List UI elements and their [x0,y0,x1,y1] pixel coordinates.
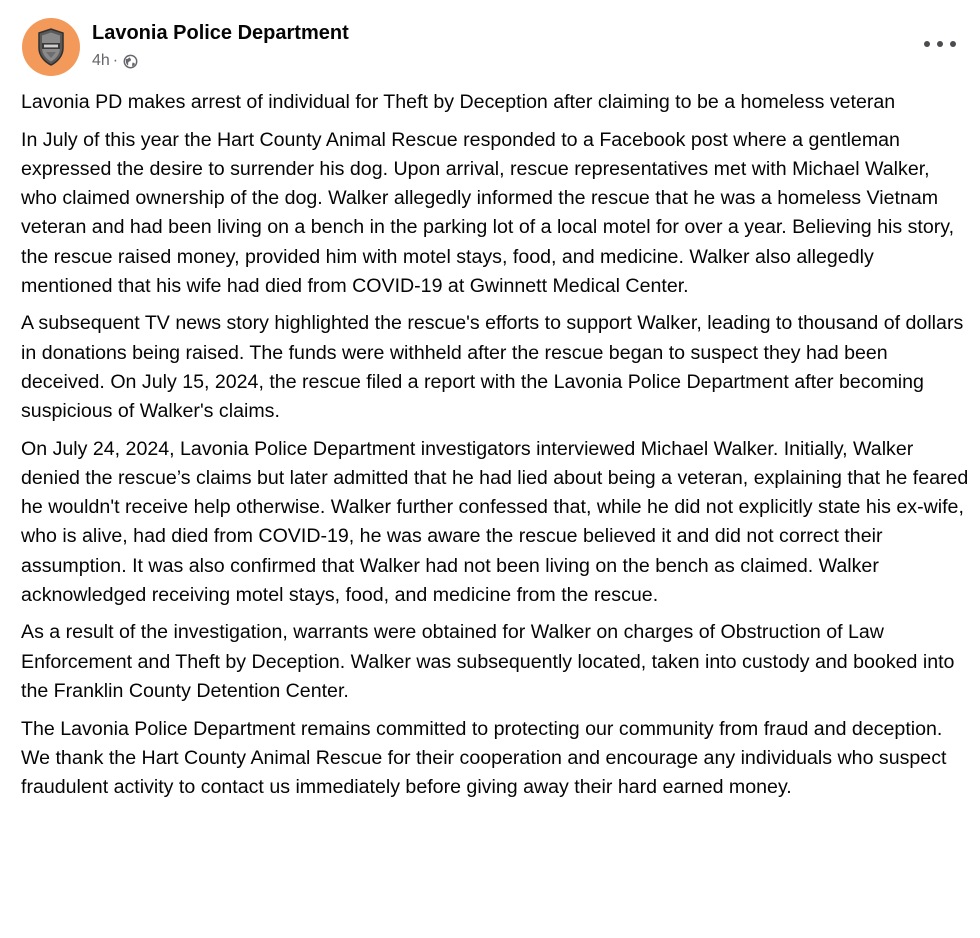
page-name[interactable]: Lavonia Police Department [92,22,349,44]
post-paragraph: In July of this year the Hart County Animal Rescue responded to a Facebook post where a gentleman expressed the desire to surrender his dog. Upon arrival, rescue representatives met with Michael Walker, who claimed ownership of the dog. Walker allegedly informed the rescue that he was a homeless Vietnam veteran and had been living on a bench in the parking lot of a local motel for over a year. Believing his story, the rescue raised money, provided him with motel stays, food, and medicine. Walker also allegedly mentioned that his wife had died from COVID-19 at Gwinnett Medical Center. [21,128,955,297]
more-options-button[interactable] [922,34,958,54]
post-paragraph: The Lavonia Police Department remains committed to protecting our community from fraud and deception. We thank the Hart County Animal Rescue for their cooperation and encourage any individuals who suspect fraudulent activity to contact us immediately before giving away their hard earned money. [21,717,947,798]
post-paragraph: On July 24, 2024, Lavonia Police Department investigators interviewed Michael Walker. Initially, Walker denied the rescue’s claims but later admitted that he had lied about being a veteran, explaining that he feared he wouldn't receive help otherwise. Walker further confessed that, while he did not explicitly state his ex-wife, who is alive, had died from COVID-19, he was aware the rescue believed it and did not correct their assumption. It was also confirmed that Walker had not been living on the bench as claimed. Walker acknowledged receiving motel stays, food, and medicine from the rescue. [21,437,969,606]
post-body [21,88,969,811]
post-meta [92,52,138,70]
more-options-icon-dot [950,41,956,47]
page-avatar[interactable] [22,18,80,76]
post-paragraph: As a result of the investigation, warrants were obtained for Walker on charges of Obstruction of Law Enforcement and Theft by Deception. Walker was subsequently located, taken into custody and booked into the Franklin County Detention Center. [21,621,955,702]
globe-icon[interactable] [123,54,138,69]
post-timestamp[interactable]: 4h [92,52,110,69]
more-options-icon-dot [937,41,943,47]
post-headline: Lavonia PD makes arrest of individual for Theft by Deception after claiming to be a homeless veteran [21,91,896,113]
post-paragraph: A subsequent TV news story highlighted the rescue's efforts to support Walker, leading to thousand of dollars in donations being raised. The funds were withheld after the rescue began to suspect they had been deceived. On July 15, 2024, the rescue filed a report with the Lavonia Police Department after becoming suspicious of Walker's claims. [21,312,964,423]
police-badge-icon [22,18,80,76]
meta-separator: · [112,52,119,69]
more-options-icon [924,41,930,47]
